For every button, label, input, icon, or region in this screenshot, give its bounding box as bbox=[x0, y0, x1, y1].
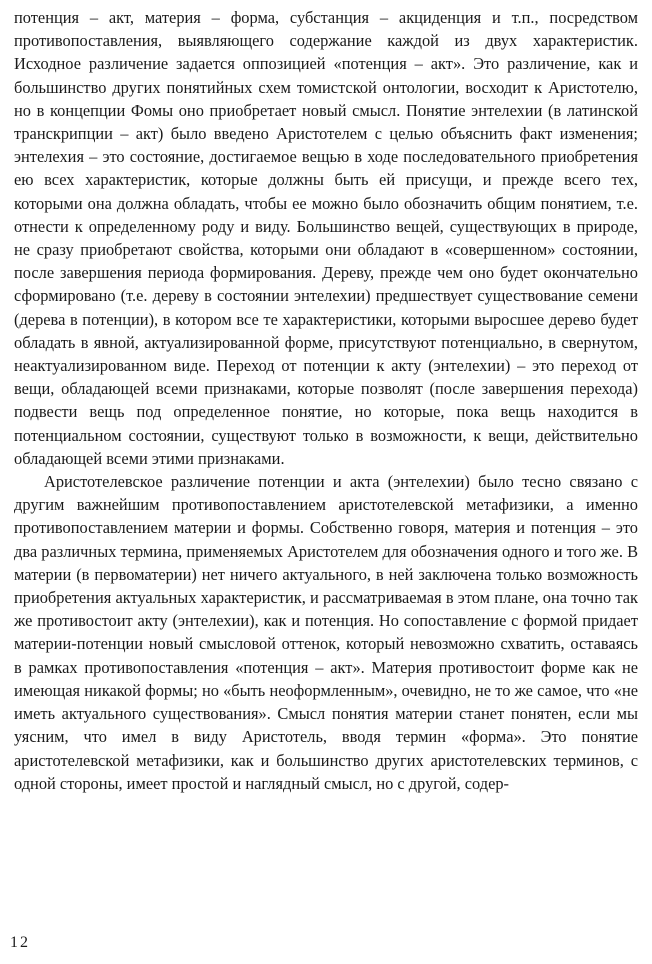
paragraph-2: Аристотелевское различение потенции и акта (энтелехии) было тесно связано с другим важнейшим противопоставлением аристотелевской метафизики, а именно противопоставлением материи и формы. Собственно говоря, материя и потенция – это два различных термина, применяемых Аристотелем для обозначения одного и того же. В материи (в первоматерии) нет ничего актуального, в ней заключена только возможность приобретения актуальных характеристик, и рассматриваемая в этом плане, она точно так же противостоит акту (энтелехии), как и потенция. Но сопоставление с формой придает материи-потенции новый смысловой оттенок, который невозможно схватить, оставаясь в рамках противопоставления «потенция – акт». Материя противостоит форме как не имеющая никакой формы; но «быть неоформленным», очевидно, не то же самое, что «не иметь актуального существования». Смысл понятия материи станет понятен, если мы уясним, что имел в виду Аристотель, вводя термин «форма». Это понятие аристотелевской метафизики, как и большинство других аристотелевских терминов, с одной стороны, имеет простой и наглядный смысл, но с другой, содер- bbox=[14, 472, 638, 793]
page-number: 12 bbox=[10, 934, 30, 951]
paragraph-1: потенция – акт, материя – форма, субстанция – акциденция и т.п., посредством противопоставления, выявляющего содержание каждой из двух характеристик. Исходное различение задается оппозицией «потенция – акт». Это различение, как и большинство других понятийных схем томистской онтологии, восходит к Аристотелю, но в концепции Фомы оно приобретает новый смысл. Понятие энтелехии (в латинской транскрипции – акт) было введено Аристотелем с целью объяснить факт изменения; энтелехия – это состояние, достигаемое вещью в ходе последовательного приобретения ею всех характеристик, которые должны быть ей присущи, и прежде всего тех, которыми она должна обладать, чтобы ее можно было обозначить общим понятием, т.е. отнести к определенному роду и виду. Большинство вещей, существующих в природе, не сразу приобретают свойства, которыми они обладают в «совершенном» состоянии, после завершения периода формирования. Дереву, прежде чем оно будет окончательно сформировано (т.е. дереву в состоянии энтелехии) предшествует существование семени (дерева в потенции), в котором все те характеристики, которыми выросшее дерево будет обладать в явной, актуализированной форме, присутствуют потенциально, в свернутом, неактуализированном виде. Переход от потенции к акту (энтелехии) – это переход от вещи, обладающей всеми признаками, которые позволят (после завершения перехода) подвести вещь под определенное понятие, но которые, пока вещь находится в потенциальном состоянии, существуют только в возможности, к вещи, действительно обладающей всеми этими признаками. bbox=[14, 8, 638, 468]
page-body bbox=[14, 6, 638, 795]
